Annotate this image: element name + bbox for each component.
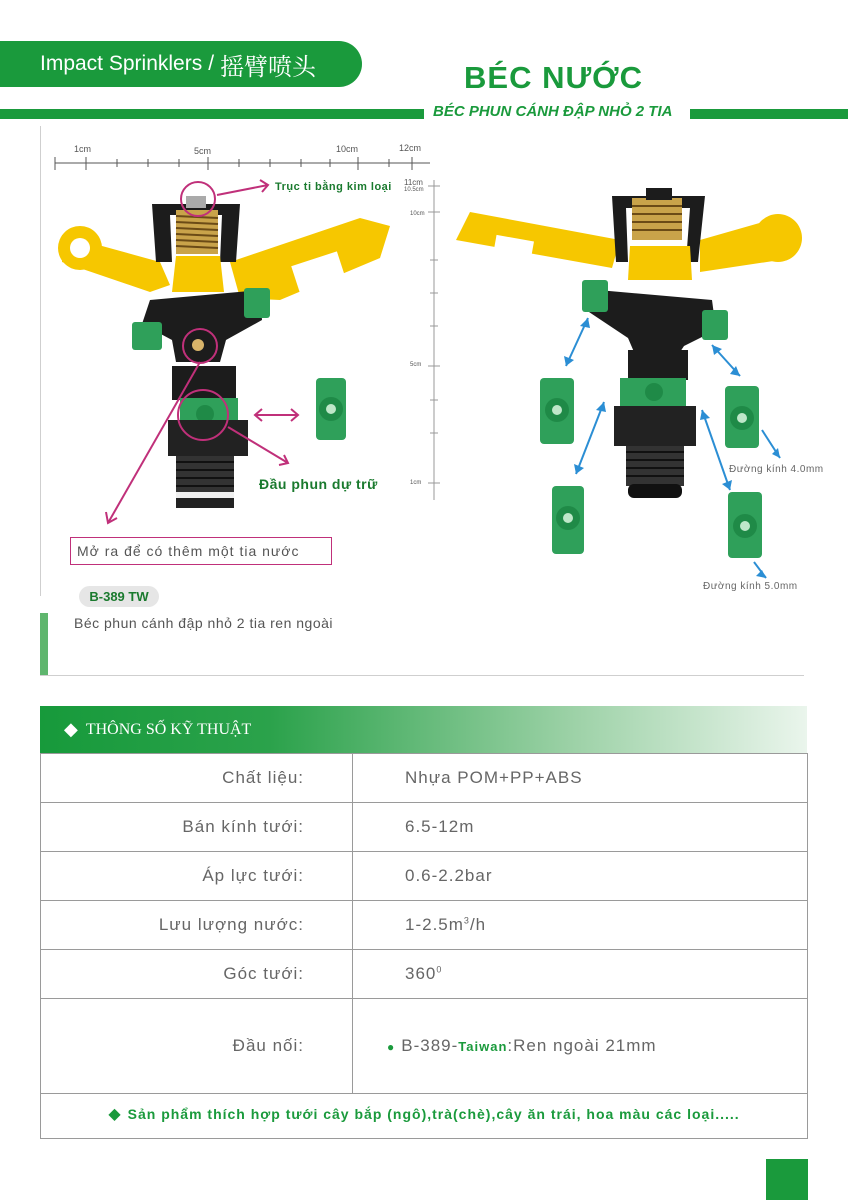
angle-superscript: 0 <box>436 964 443 975</box>
spec-label: Góc tưới: <box>41 950 353 999</box>
callout-open-for-stream: Mở ra để có thêm một tia nước <box>70 537 332 565</box>
spec-label: Bán kính tưới: <box>41 803 353 852</box>
spec-row-connector <box>41 999 808 1094</box>
specs-header <box>40 706 807 753</box>
callout-shaft: Trục ti bằng kim loại <box>275 181 392 193</box>
product-subtitle: BÉC PHUN CÁNH ĐẬP NHỎ 2 TIA <box>433 103 673 120</box>
callout-diameter-5: Đường kính 5.0mm <box>703 581 798 592</box>
spec-value <box>353 901 808 950</box>
page-corner-block <box>766 1159 808 1200</box>
angle-value: 360 <box>405 964 437 983</box>
specs-title: THÔNG SỐ KỸ THUẬT <box>85 720 252 738</box>
spec-row-radius <box>41 803 808 852</box>
ruler-tick-10cm: 10cm <box>336 144 359 154</box>
category-separator: / <box>208 52 215 75</box>
spec-label: Lưu lượng nước: <box>41 901 353 950</box>
ruler-side <box>428 180 440 500</box>
category-en: Impact Sprinklers <box>40 52 203 75</box>
connector-rest: :Ren ngoài 21mm <box>507 1036 657 1055</box>
spec-value: Nhựa POM+PP+ABS <box>353 754 808 803</box>
connector-prefix: B-389- <box>401 1036 459 1055</box>
spec-label: Đầu nối: <box>41 999 353 1094</box>
ruler-tick-5cm-side: 5cm <box>410 362 422 368</box>
spec-value <box>353 999 808 1094</box>
brand-title: BÉC NƯỚC <box>464 60 643 95</box>
ruler-tick-1cm: 1cm <box>74 144 92 154</box>
diamond-icon: ◆ <box>108 1106 122 1123</box>
product-code-badge: B-389 TW <box>79 586 159 607</box>
callout-diameter-4: Đường kính 4.0mm <box>729 464 824 475</box>
ruler-tick-1cm-side: 1cm <box>410 480 422 486</box>
diamond-icon: ◆ <box>64 719 78 739</box>
specs-table <box>40 753 808 1094</box>
spec-row-pressure <box>41 852 808 901</box>
nozzle-image-spare <box>316 378 346 440</box>
spec-value: 0.6-2.2bar <box>353 852 808 901</box>
ruler-tick-11cm: 11cm <box>404 178 423 187</box>
spec-value: 6.5-12m <box>353 803 808 852</box>
connector-brand: Taiwan <box>458 1039 508 1054</box>
spec-label: Chất liệu: <box>41 754 353 803</box>
spec-row-flow <box>41 901 808 950</box>
flow-value: 1-2.5m <box>405 915 464 934</box>
sprinkler-image-left <box>58 196 390 508</box>
specs-footer-note <box>40 1090 808 1139</box>
product-description: Béc phun cánh đập nhỏ 2 tia ren ngoài <box>74 615 334 631</box>
spec-value <box>353 950 808 999</box>
footer-note-text: Sản phẩm thích hợp tưới cây bắp (ngô),trà(chè),cây ăn trái, hoa màu các loại..... <box>127 1106 740 1122</box>
sprinkler-image-right <box>456 188 802 498</box>
flow-superscript: 3 <box>463 915 470 926</box>
callout-spare-nozzle: Đầu phun dự trữ <box>259 476 378 492</box>
ruler-tick-5cm: 5cm <box>194 146 212 156</box>
ruler-top <box>55 157 430 170</box>
category-cn: 摇臂喷头 <box>220 52 317 81</box>
spec-row-material <box>41 754 808 803</box>
bullet-icon: ● <box>387 1040 396 1054</box>
ruler-tick-12cm: 12cm <box>399 143 422 153</box>
spec-label: Áp lực tưới: <box>41 852 353 901</box>
ruler-tick-10cm-side: 10cm <box>410 211 425 217</box>
flow-suffix: /h <box>469 915 487 934</box>
spec-row-angle <box>41 950 808 999</box>
ruler-tick-10-5cm: 10.5cm <box>404 187 424 193</box>
